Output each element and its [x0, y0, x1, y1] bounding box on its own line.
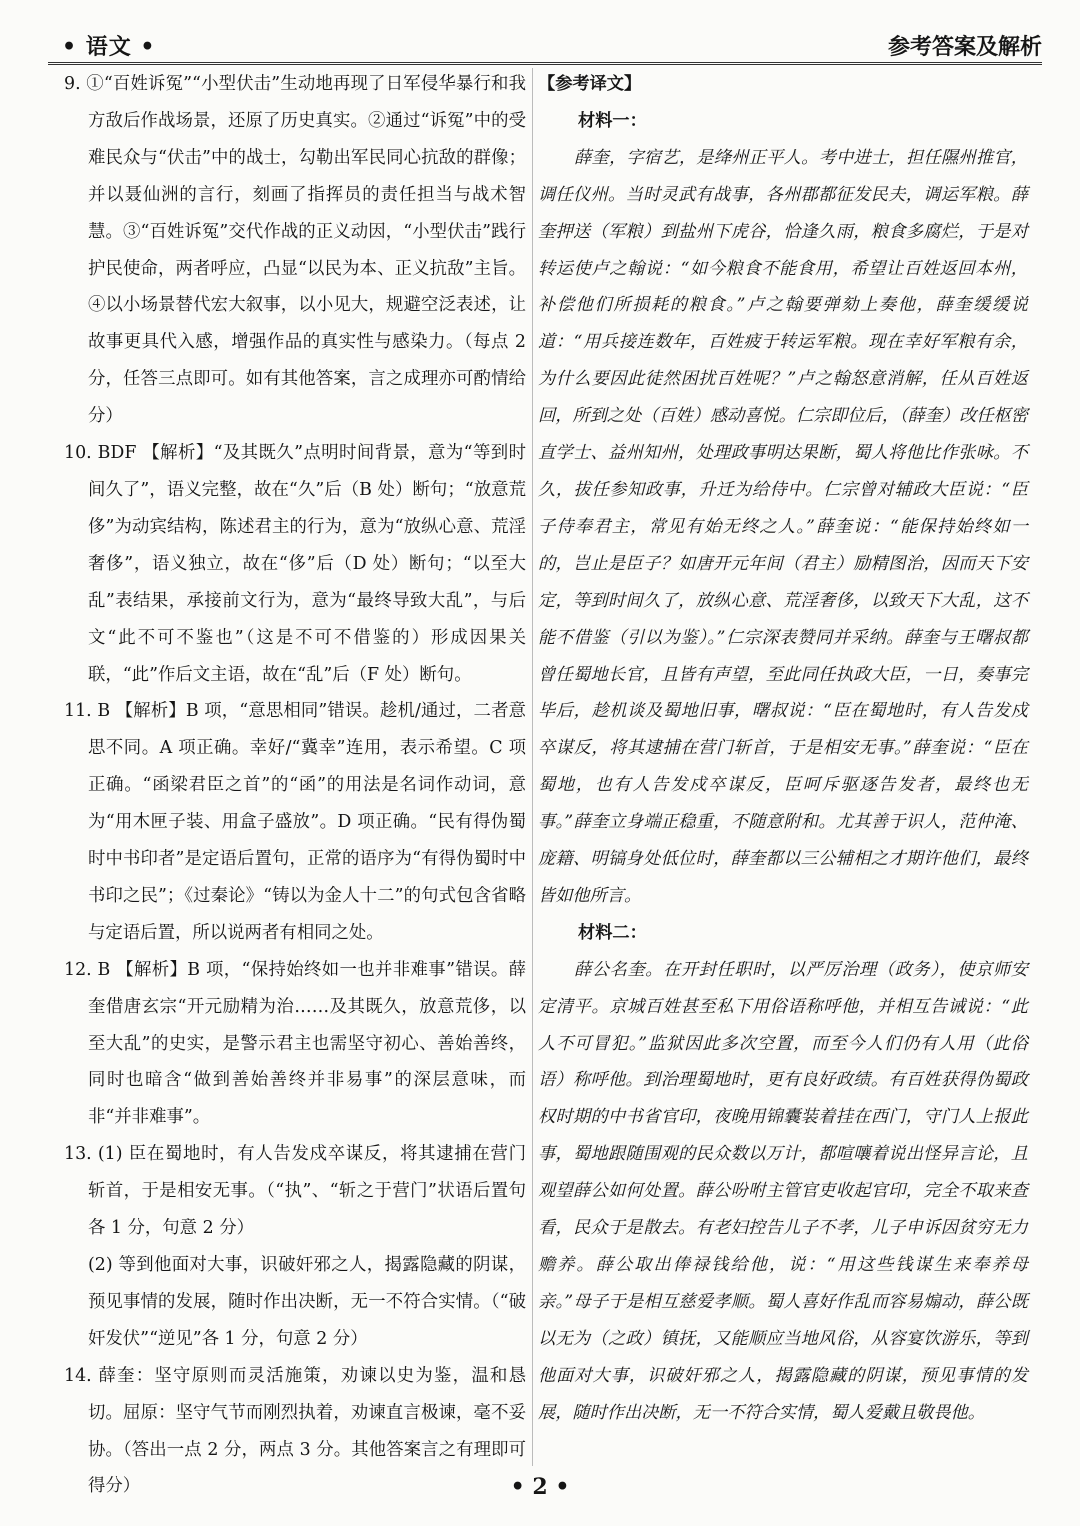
answer-13-part-2: (2) 等到他面对大事，识破奸邪之人，揭露隐藏的阴谋，预见事情的发展，随时作出决断，无一不符合实情。（“破奸发伏”“逆见”各 1 分，句意 2 分）: [88, 1255, 526, 1349]
answer-9: 9. ①“百姓诉冤”“小型伏击”生动地再现了日军侵华暴行和我方敌后作战场景，还原了历史真实。②通过“诉冤”中的受难民众与“伏击”中的战士，勾勒出军民同心抗敌的群像；并以聂仙洲的言行，刻画了指挥员的责任担当与战术智慧。③“百姓诉冤”交代作战的正义动因，“小型伏击”践行护民使命，两者呼应，凸显“以民为本、正义抗敌”主旨。④以小场景替代宏大叙事，以小见大，规避空泛表述，让故事更具代入感，增强作品的真实性与感染力。（每点 2 分，任答三点即可。如有其他答案，言之成理亦可酌情给分）: [64, 74, 526, 427]
answer-10: 10. BDF 【解析】“及其既久”点明时间背景，意为“等到时间久了”，语义完整，故在“久”后（B 处）断句；“放意荒侈”为动宾结构，陈述君主的行为，意为“放纵心意、荒淫奢侈”，语义独立，故在“侈”后（D 处）断句；“以至大乱”表结果，承接前文行为，意为“最终导致大乱”，与后文“此不可不鉴也”（这是不可不借鉴的）形成因果关联，“此”作后文主语，故在“乱”后（F 处）断句。: [64, 443, 526, 685]
answer-11: 11. B 【解析】B 项，“意思相同”错误。趁机/通过，二者意思不同。A 项正确。幸好/“冀幸”连用，表示希望。C 项正确。“函梁君臣之首”的“函”的用法是名词作动词，意为“用木匣子装、用盒子盛放”。D 项正确。“民有得伪蜀时中书印者”是定语后置句，正常的语序为“有得伪蜀时中书印之民”；《过秦论》“铸以为金人十二”的句式包含省略与定语后置，所以说两者有相同之处。: [64, 701, 526, 943]
translation-column: [538, 66, 1028, 1432]
answer-13-part-1: 13. (1) 臣在蜀地时，有人告发戍卒谋反，将其逮捕在营门斩首，于是相安无事。（“执”、“斩之于营门”状语后置句各 1 分，句意 2 分）: [64, 1144, 526, 1239]
page-header: [48, 22, 1042, 65]
header-title: 参考答案及解析: [887, 34, 1042, 60]
material-1-text: 薛奎，字宿艺，是绛州正平人。考中进士，担任隰州推官，调任仪州。当时灵武有战事，各州郡都征发民夫，调运军粮。薛奎押送（军粮）到盐州下虎谷，恰逢久雨，粮食多腐烂，于是对转运使卢之翰说：“如今粮食不能食用，希望让百姓返回本州，补偿他们所损耗的粮食。”卢之翰要弹劾上奏他，薛奎缓缓说道：“用兵接连数年，百姓疲于转运军粮。现在幸好军粮有余，为什么要因此徒然困扰百姓呢？”卢之翰怒意消解，任从百姓返回，所到之处（百姓）感动喜悦。仁宗即位后，（薛奎）改任枢密直学士、益州知州，处理政事明达果断，蜀人将他比作张咏。不久，拔任参知政事，升迁为给侍中。仁宗曾对辅政大臣说：“臣子侍奉君主，常见有始无终之人。”薛奎说：“能保持始终如一的，岂止是臣子？如唐开元年间（君主）励精图治，因而天下安定，等到时间久了，放纵心意、荒淫奢侈，以致天下大乱，这不能不借鉴（引以为鉴）。”仁宗深表赞同并采纳。薛奎与王曙叔都曾任蜀地长官，且皆有声望，至此同任执政大臣，一日，奏事完毕后，趁机谈及蜀地旧事，曙叔说：“臣在蜀地时，有人告发戍卒谋反，将其逮捕在营门斩首，于是相安无事。”薛奎说：“臣在蜀地，也有人告发戍卒谋反，臣呵斥驱逐告发者，最终也无事。”薛奎立身端正稳重，不随意附和。尤其善于识人，范仲淹、庞籍、明镐身处低位时，薛奎都以三公辅相之才期许他们，最终皆如他所言。: [538, 147, 1028, 906]
material-2-title: 材料二：: [578, 922, 647, 943]
material-2-text: 薛公名奎。在开封任职时，以严厉治理（政务），使京师安定清平。京城百姓甚至私下用俗语称呼他，并相互告诫说：“此人不可冒犯。”监狱因此多次空置，而至今人们仍有人用（此俗语）称呼他。到治理蜀地时，更有良好政绩。有百姓获得伪蜀政权时期的中书省官印，夜晚用锦囊装着挂在西门，守门人上报此事，蜀地跟随围观的民众数以万计，都喧嚷着说出怪异言论，且观望薛公如何处置。薛公吩咐主管官吏收起官印，完全不取来查看，民众于是散去。有老妇控告儿子不孝，儿子申诉因贫穷无力赡养。薛公取出俸禄钱给他，说：“用这些钱谋生来奉养母亲。”母子于是相互慈爱孝顺。蜀人喜好作乱而容易煽动，薛公既以无为（之政）镇抚，又能顺应当地风俗，从容宴饮游乐，等到他面对大事，识破奸邪之人，揭露隐藏的阴谋，预见事情的发展，随时作出决断，无一不符合实情，蜀人爱戴且敬畏他。: [538, 959, 1028, 1423]
material-1-title: 材料一：: [578, 110, 647, 131]
column-divider: [532, 68, 533, 1466]
answer-12: 12. B 【解析】B 项，“保持始终如一也并非难事”错误。薛奎借唐玄宗“开元励精为治……及其既久，放意荒侈，以至大乱”的史实，是警示君主也需坚守初心、善始善终，同时也暗含“做到善始善终并非易事”的深层意味，而非“并非难事”。: [64, 959, 526, 1128]
answers-column: [64, 66, 526, 1505]
translation-heading: 【参考译文】: [538, 74, 642, 94]
answer-14: 14. 薛奎：坚守原则而灵活施策，劝谏以史为鉴，温和恳切。屈原：坚守气节而刚烈执着，劝谏直言极谏，毫不妥协。（答出一点 2 分，两点 3 分。其他答案言之有理即可得分）: [64, 1365, 526, 1497]
page-number: • 2 •: [510, 1474, 570, 1500]
subject-label: • 语文 •: [62, 34, 156, 60]
